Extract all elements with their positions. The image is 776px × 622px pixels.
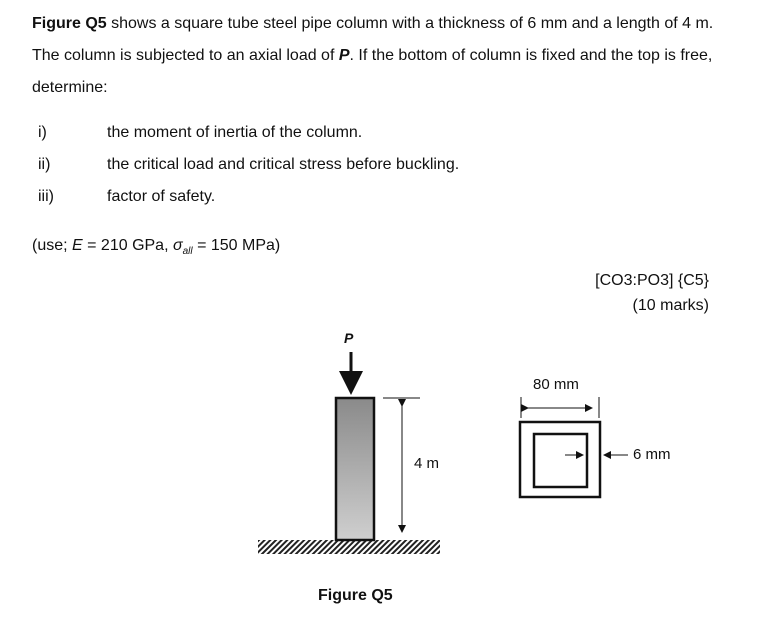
figure-caption: Figure Q5 bbox=[318, 587, 393, 604]
column bbox=[336, 398, 374, 540]
given-values: (use; E = 210 GPa, $\sigma_{all} = 150$ MPa) bbox=[32, 237, 281, 258]
outcome-codes: [CO3:PO3] {C5} bbox=[595, 272, 709, 289]
item-number: iii) bbox=[38, 188, 54, 205]
item-text: factor of safety. bbox=[107, 188, 216, 205]
item-number: ii) bbox=[38, 156, 51, 173]
load-symbol: P bbox=[338, 47, 350, 64]
thickness-label: 6 mm bbox=[633, 446, 671, 463]
figure-ref: Figure Q5 bbox=[32, 15, 107, 32]
inner-section bbox=[534, 434, 587, 487]
length-label: 4 m bbox=[414, 455, 440, 472]
width-label: 80 mm bbox=[533, 376, 579, 393]
intro-text: shows a square tube steel pipe column with a thickness of 6 mm and a length of 4 m. The column is subjected to an axial load of bbox=[32, 15, 714, 64]
ground-hatch bbox=[258, 540, 440, 554]
item-text: the critical load and critical stress before buckling. bbox=[107, 156, 460, 173]
item-text: the moment of inertia of the column. bbox=[107, 124, 363, 141]
load-label: P bbox=[344, 330, 354, 346]
marks: (10 marks) bbox=[632, 297, 709, 314]
item-number: i) bbox=[38, 124, 47, 141]
intro-text-end: . If the bottom of column is fixed and the top is free, determine: bbox=[32, 47, 713, 96]
